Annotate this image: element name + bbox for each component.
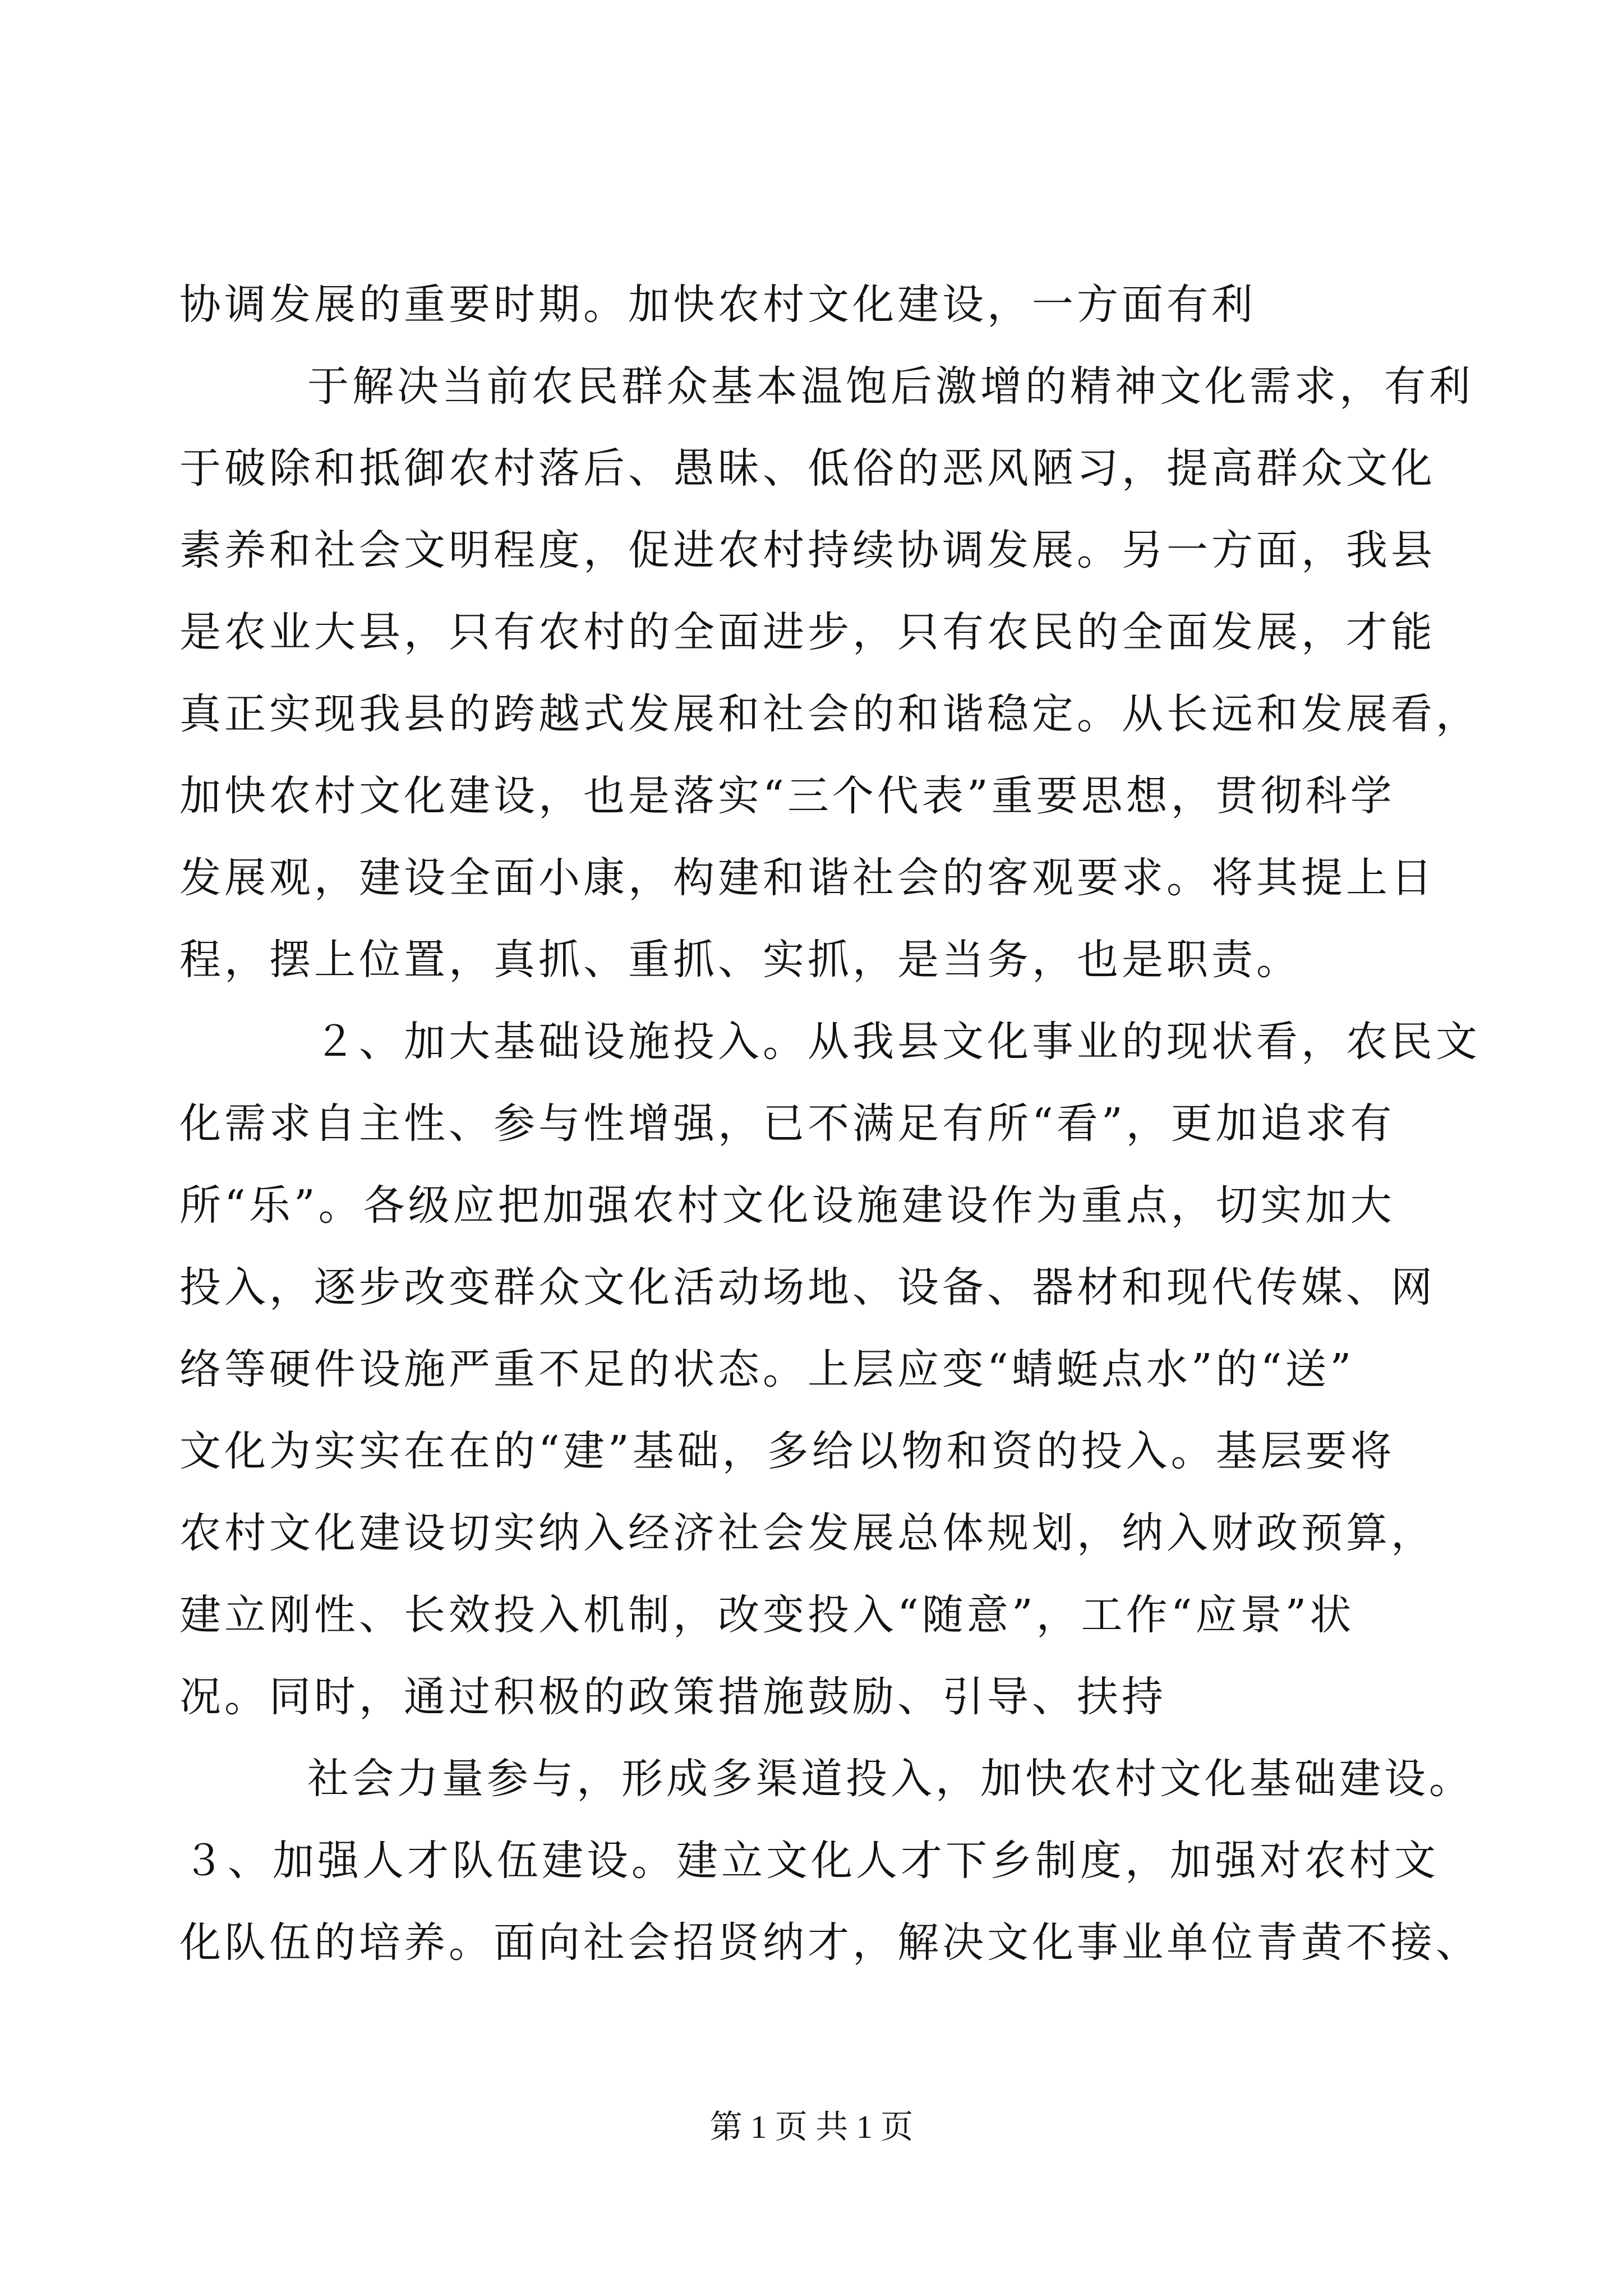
text-line: 于解决当前农民群众基本温饱后激增的精神文化需求，有利 bbox=[307, 362, 1474, 411]
page-number-footer: 第 1 页 共 1 页 bbox=[709, 2109, 914, 2145]
text-line: 农村文化建设切实纳入经济社会发展总体规划，纳入财政预算， bbox=[179, 1509, 1436, 1557]
text-line: 况。同时，通过积极的政策措施鼓励、引导、扶持 bbox=[179, 1673, 1166, 1721]
text-line: 社会力量参与，形成多渠道投入，加快农村文化基础建设。 bbox=[307, 1755, 1474, 1803]
text-line: 发展观，建设全面小康，构建和谐社会的客观要求。将其提上日 bbox=[179, 854, 1436, 902]
text-line: ３、加强人才队伍建设。建立文化人才下乡制度，加强对农村文 bbox=[183, 1837, 1439, 1885]
text-line: 化队伍的培养。面向社会招贤纳才，解决文化事业单位青黄不接、 bbox=[179, 1918, 1481, 1967]
body-text bbox=[179, 264, 1481, 1984]
text-line: 投入，逐步改变群众文化活动场地、设备、器材和现代传媒、网 bbox=[179, 1263, 1436, 1312]
text-line: 真正实现我县的跨越式发展和社会的和谐稳定。从长远和发展看， bbox=[179, 690, 1481, 738]
text-line: 文化为实实在在的“建”基础，多给以物和资的投入。基层要将 bbox=[179, 1427, 1395, 1475]
text-line: 加快农村文化建设，也是落实“三个代表”重要思想，贯彻科学 bbox=[179, 772, 1395, 820]
text-line: 于破除和抵御农村落后、愚昧、低俗的恶风陋习，提高群众文化 bbox=[179, 444, 1436, 493]
text-line: 程，摆上位置，真抓、重抓、实抓，是当务，也是职责。 bbox=[179, 936, 1301, 984]
text-line: 协调发展的重要时期。加快农村文化建设，一方面有利 bbox=[179, 280, 1256, 329]
text-line: 是农业大县，只有农村的全面进步，只有农民的全面发展，才能 bbox=[179, 608, 1436, 656]
text-line: 所“乐”。各级应把加强农村文化设施建设作为重点，切实加大 bbox=[179, 1181, 1395, 1230]
text-line: 络等硬件设施严重不足的状态。上层应变“蜻蜓点水”的“送” bbox=[179, 1345, 1355, 1393]
text-line: ２、加大基础设施投入。从我县文化事业的现状看，农民文 bbox=[314, 1018, 1481, 1066]
text-line: 化需求自主性、参与性增强，已不满足有所“看”，更加追求有 bbox=[179, 1099, 1395, 1148]
text-line: 建立刚性、长效投入机制，改变投入“随意”，工作“应景”状 bbox=[179, 1591, 1355, 1639]
text-line: 素养和社会文明程度，促进农村持续协调发展。另一方面，我县 bbox=[179, 526, 1436, 574]
